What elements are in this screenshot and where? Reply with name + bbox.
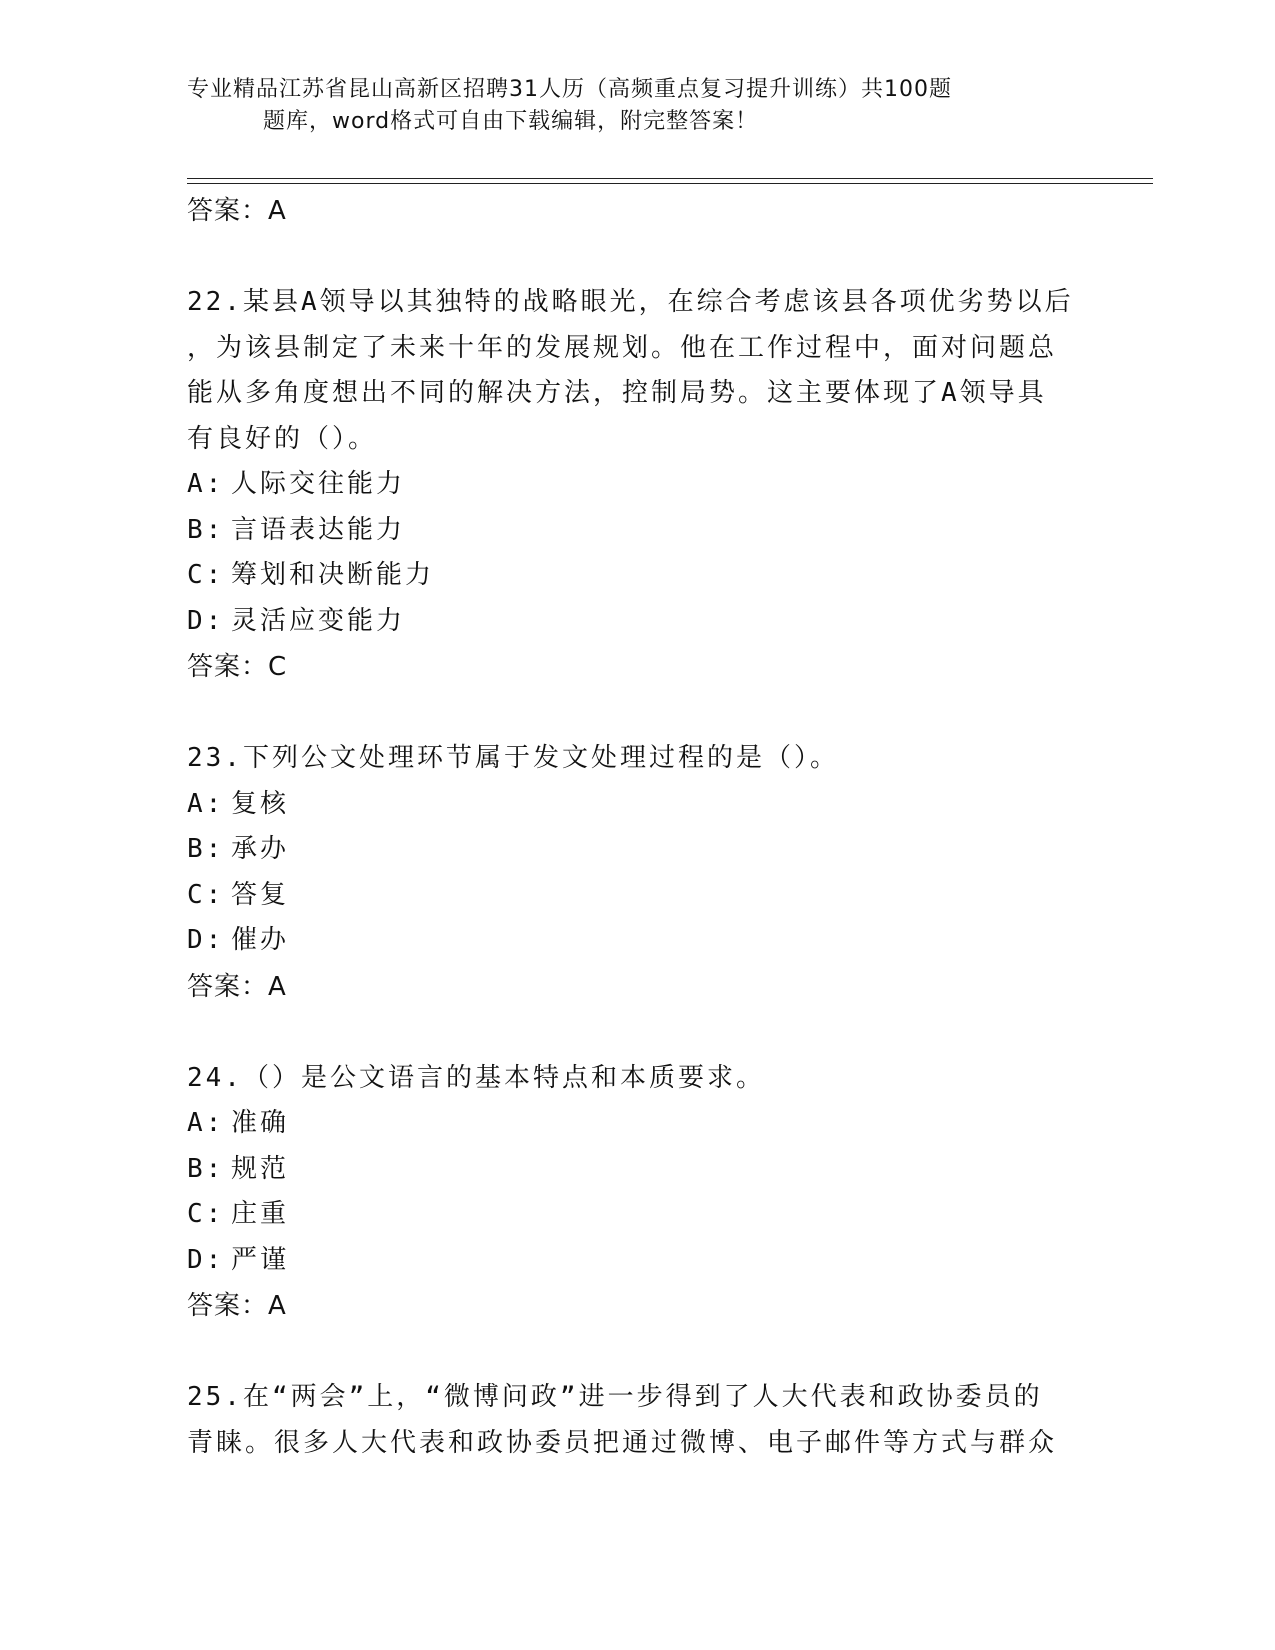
question-line: 能从多角度想出不同的解决方法，控制局势。这主要体现了A领导具 — [187, 378, 1047, 408]
option-text: 规范 — [231, 1153, 290, 1184]
option-text: 承办 — [231, 834, 290, 864]
spacer — [187, 690, 1087, 736]
answer-line: 答案：A — [187, 1291, 287, 1321]
option-text: 人际交往能力 — [231, 469, 406, 499]
option-c — [187, 553, 1087, 599]
question-line: 青睐。很多人大代表和政协委员把通过微博、电子邮件等方式与群众 — [187, 1427, 1058, 1458]
option-key: B: — [187, 1153, 225, 1184]
option-d — [187, 918, 1087, 964]
spacer — [187, 1329, 1087, 1375]
option-text: 准确 — [231, 1108, 290, 1138]
option-d — [187, 1238, 1087, 1284]
answer-line: 答案：C — [187, 652, 288, 682]
option-b — [187, 508, 1087, 554]
option-key: D: — [187, 925, 225, 955]
question-line: ，为该县制定了未来十年的发展规划。他在工作过程中，面对问题总 — [187, 332, 1058, 363]
header-divider-bottom — [187, 183, 1153, 184]
option-text: 催办 — [231, 925, 290, 955]
question-25-text — [187, 1375, 1087, 1466]
question-23-text — [187, 736, 1087, 782]
question-line: 22.某县A领导以其独特的战略眼光，在综合考虑该县各项优劣势以后 — [187, 287, 1074, 317]
option-c — [187, 873, 1087, 919]
option-text: 筹划和决断能力 — [231, 560, 435, 590]
option-text: 复核 — [231, 788, 290, 819]
header-title-line-2: 题库，word格式可自由下载编辑，附完整答案！ — [263, 109, 759, 134]
option-a — [187, 462, 1087, 508]
option-text: 答复 — [231, 879, 290, 910]
spacer — [187, 234, 1087, 280]
answer-line: 答案：A — [187, 196, 287, 226]
option-key: C: — [187, 879, 225, 910]
option-a — [187, 782, 1087, 828]
option-key: D: — [187, 1244, 225, 1275]
option-b — [187, 1147, 1087, 1193]
option-key: A: — [187, 1108, 225, 1138]
question-line: 25.在“两会”上，“微博问政”进一步得到了人大代表和政协委员的 — [187, 1382, 1043, 1412]
option-text: 严谨 — [231, 1244, 290, 1275]
option-key: C: — [187, 1199, 225, 1229]
question-24-text — [187, 1056, 1087, 1102]
question-line: 23.下列公文处理环节属于发文处理过程的是（）。 — [187, 743, 839, 773]
option-a — [187, 1101, 1087, 1147]
document-header — [187, 74, 1067, 138]
header-title-line-1: 专业精品江苏省昆山高新区招聘31人历（高频重点复习提升训练）共100题 — [187, 77, 952, 102]
option-key: C: — [187, 560, 225, 590]
option-key: B: — [187, 834, 225, 864]
option-b — [187, 827, 1087, 873]
option-text: 庄重 — [231, 1199, 290, 1229]
option-key: A: — [187, 788, 225, 819]
option-key: D: — [187, 605, 225, 636]
option-text: 灵活应变能力 — [231, 605, 406, 636]
question-list — [187, 188, 1087, 1466]
answer-line: 答案：A — [187, 971, 287, 1002]
header-divider-top — [187, 178, 1153, 179]
question-22-text — [187, 280, 1087, 462]
spacer — [187, 1010, 1087, 1056]
question-line: 有良好的（）。 — [187, 423, 378, 454]
option-key: A: — [187, 469, 225, 499]
option-key: B: — [187, 514, 225, 545]
question-line: 24.（）是公文语言的基本特点和本质要求。 — [187, 1062, 765, 1093]
option-text: 言语表达能力 — [231, 514, 406, 545]
option-c — [187, 1192, 1087, 1238]
option-d — [187, 599, 1087, 645]
